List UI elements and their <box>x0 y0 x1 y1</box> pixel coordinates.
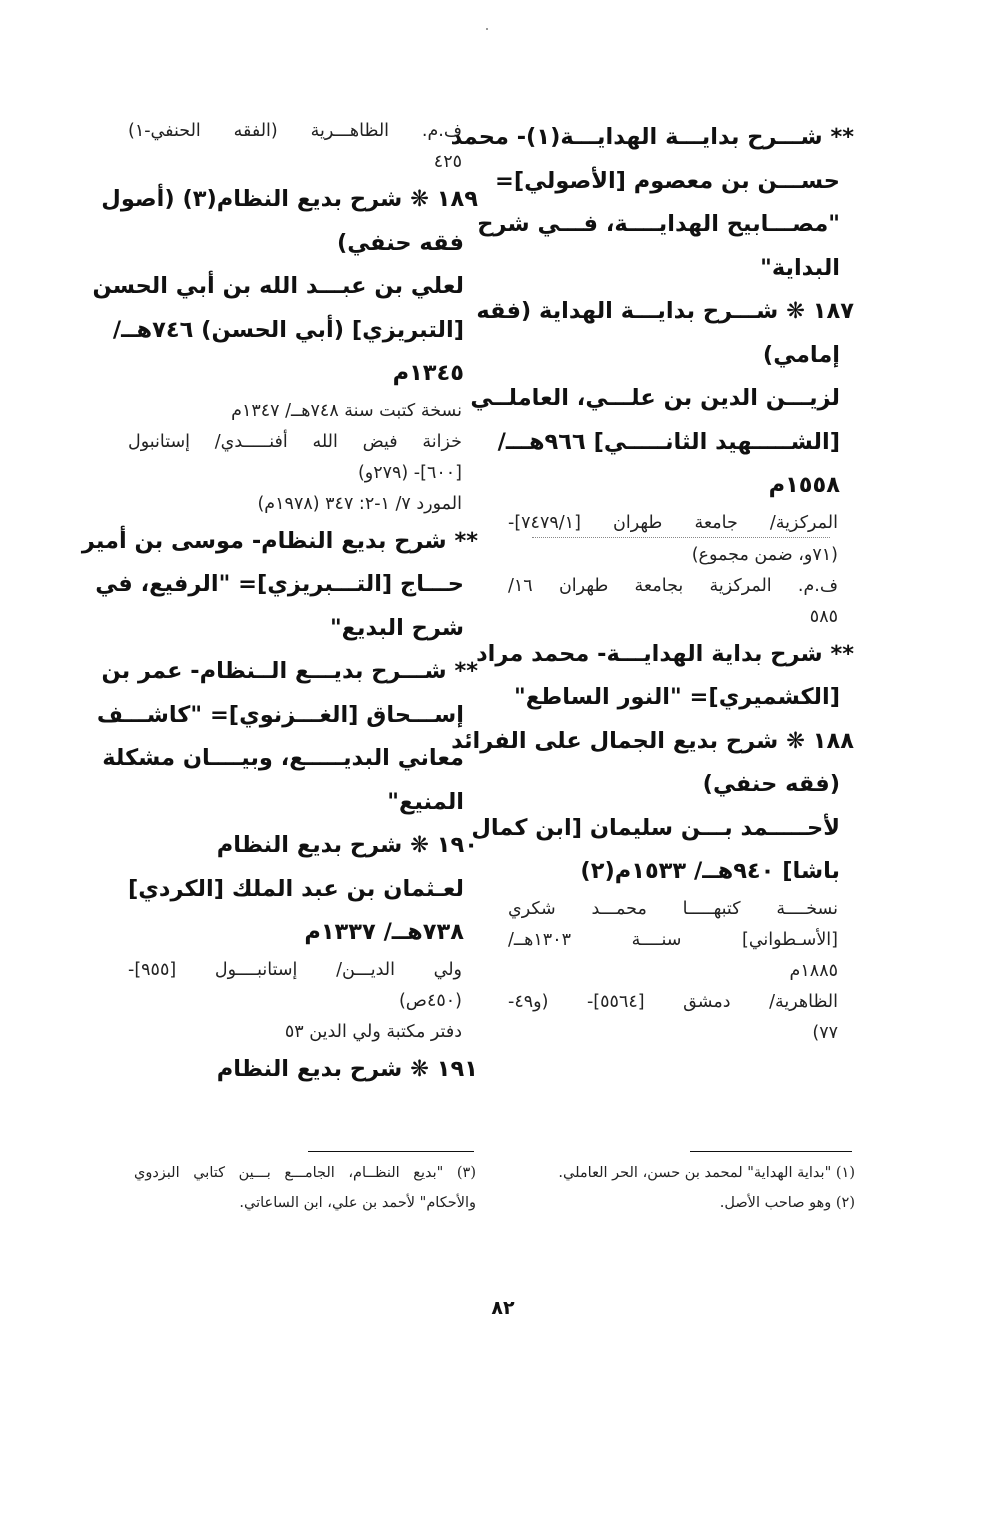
left-column-line: لعـثمان بن عبد الملك [الكردي] <box>128 875 464 902</box>
right-column-line: (٧١و، ضمن مجموع) <box>691 544 838 565</box>
right-column-line: ١٨٧ ❋ شـــرح بدايـــة الهداية (فقه <box>476 298 854 324</box>
footnote-line: (٣) "بديع النظــام، الجامـــع بـــين كتابي البزدوي <box>134 1165 476 1181</box>
right-column-line: باشا] ٩٤٠هــ/ ١٥٣٣م(٢) <box>580 858 840 884</box>
footnotes-right <box>540 1158 855 1218</box>
left-column-line: ١٨٩ ❋ شرح بديع النظام(٣) (أصول <box>101 186 478 212</box>
footnote-separator-left <box>308 1151 474 1152</box>
right-column-line: ١٥٥٨م <box>768 472 840 498</box>
right-text-column <box>450 116 854 1049</box>
left-column-line: [التبريزي] (أبي الحسن) ٧٤٦هــ/ <box>112 316 464 343</box>
footnotes-left <box>134 1158 476 1218</box>
right-column-line: الظاهرية/ دمشق [٥٥٦٤]- (و٤٩- <box>508 991 839 1012</box>
right-column-line: لزيـــن الدين بن علـــي، العاملــي <box>470 385 840 411</box>
left-column-line: المورد ٧/ ١-٢: ٣٤٧ (١٩٧٨م) <box>257 493 462 514</box>
left-column-line: ١٩٠ ❋ شرح بديع النظام <box>216 832 478 858</box>
right-column-line: ١٨٨ ❋ شرح بديع الجمال على الفرائد <box>451 727 854 754</box>
left-text-column <box>81 116 478 1091</box>
left-column-line: ٤٢٥ <box>433 152 462 172</box>
left-column-line: نسخة كتبت سنة ٧٤٨هــ/ ١٣٤٧م <box>231 400 462 421</box>
left-column-line: ** شرح بديع النظام- موسى بن أمير <box>81 527 478 554</box>
page-number: ٨٢ <box>491 1297 515 1319</box>
left-column-line: [٦٠٠]- (٢٧٩و) <box>357 462 462 483</box>
right-column-line: حســـن بن معصوم [الأصولي]= <box>495 167 840 194</box>
right-column-line: نسخــــة كتبهـــــا محمـــد شكري <box>508 898 838 919</box>
left-column-line: ١٩١ ❋ شرح بديع النظام <box>216 1055 478 1082</box>
right-column-line: ٧٧) <box>812 1022 838 1043</box>
right-column-line: [الشـــــهيد الثانـــــي] ٩٦٦هـــ/ <box>497 428 840 455</box>
left-column-line: معاني البديـــــع، وبيــــان مشكلة <box>102 745 464 771</box>
left-column-line: ** شـــرح بديـــع الــنظام- عمر بن <box>101 658 478 684</box>
footnote-line: (١) "بداية الهداية" لمحمد بن حسن، الحر العاملي. <box>558 1165 855 1181</box>
left-column-line: شرح البديع" <box>329 614 464 641</box>
right-column-line: ** شـــرح بدايـــة الهدايـــة(١)- محمد <box>450 124 854 150</box>
right-column-line: "مصـــابيح الهدايــــة، فـــي شرح <box>477 211 840 237</box>
right-column-line: ف.م. المركزية بجامعة طهران ١٦/ <box>508 575 838 596</box>
left-column-line: ف.م. الظاهـــرية (الفقه الحنفي-١) <box>128 121 462 141</box>
right-column-line: إمامي) <box>762 341 840 368</box>
right-column-line: ١٨٨٥م <box>789 960 838 981</box>
left-column-line: فقه حنفي) <box>336 229 464 256</box>
right-column-line: البداية" <box>760 254 840 281</box>
left-column-line: ٧٣٨هــ/ ١٣٣٧م <box>304 919 464 945</box>
right-column-line: [الكشميري]= "النور الساطع" <box>513 684 840 710</box>
left-column-line: ولي الديـــن/ إستانبــــول [٩٥٥]- <box>128 959 462 980</box>
scan-speck <box>486 28 488 30</box>
left-column-line: حـــاج [التـــبريزي]= "الرفيع، في <box>95 571 464 597</box>
left-column-line: ١٣٤٥م <box>392 360 464 386</box>
right-column-line: ** شرح بداية الهدايـــة- محمد مراد <box>476 640 854 667</box>
right-column-line: المركزية/ جامعة طهران [٧٤٧٩/١]- <box>508 512 838 533</box>
right-column-line: [الأسـطواني] سنــــة ١٣٠٣هــ/ <box>508 929 838 950</box>
right-column-line: (فقه حنفي) <box>702 771 840 797</box>
right-column-line: لأحـــــمد بـــن سليمان [ابن كمال <box>471 814 840 841</box>
footnote-line: والأحكام" لأحمد بن علي، ابن الساعاتي. <box>239 1195 476 1211</box>
footnote-line: (٢) وهو صاحب الأصل. <box>719 1195 855 1211</box>
right-column-line: ٥٨٥ <box>809 606 838 627</box>
left-column-line: إســـحاق [الغـــزنوي]= "كاشـــف <box>96 701 464 728</box>
left-column-line: لعلي بن عبـــد الله بن أبي الحسن <box>92 273 464 299</box>
footnote-separator-right <box>690 1151 852 1152</box>
left-column-line: خزانة فيض الله أفنـــــدي/ إستانبول <box>128 431 462 452</box>
left-column-line: دفتر مكتبة ولي الدين ٥٣ <box>284 1021 462 1042</box>
left-column-line: (٤٥٠ص) <box>398 990 462 1011</box>
left-column-line: المنيع" <box>387 788 464 815</box>
